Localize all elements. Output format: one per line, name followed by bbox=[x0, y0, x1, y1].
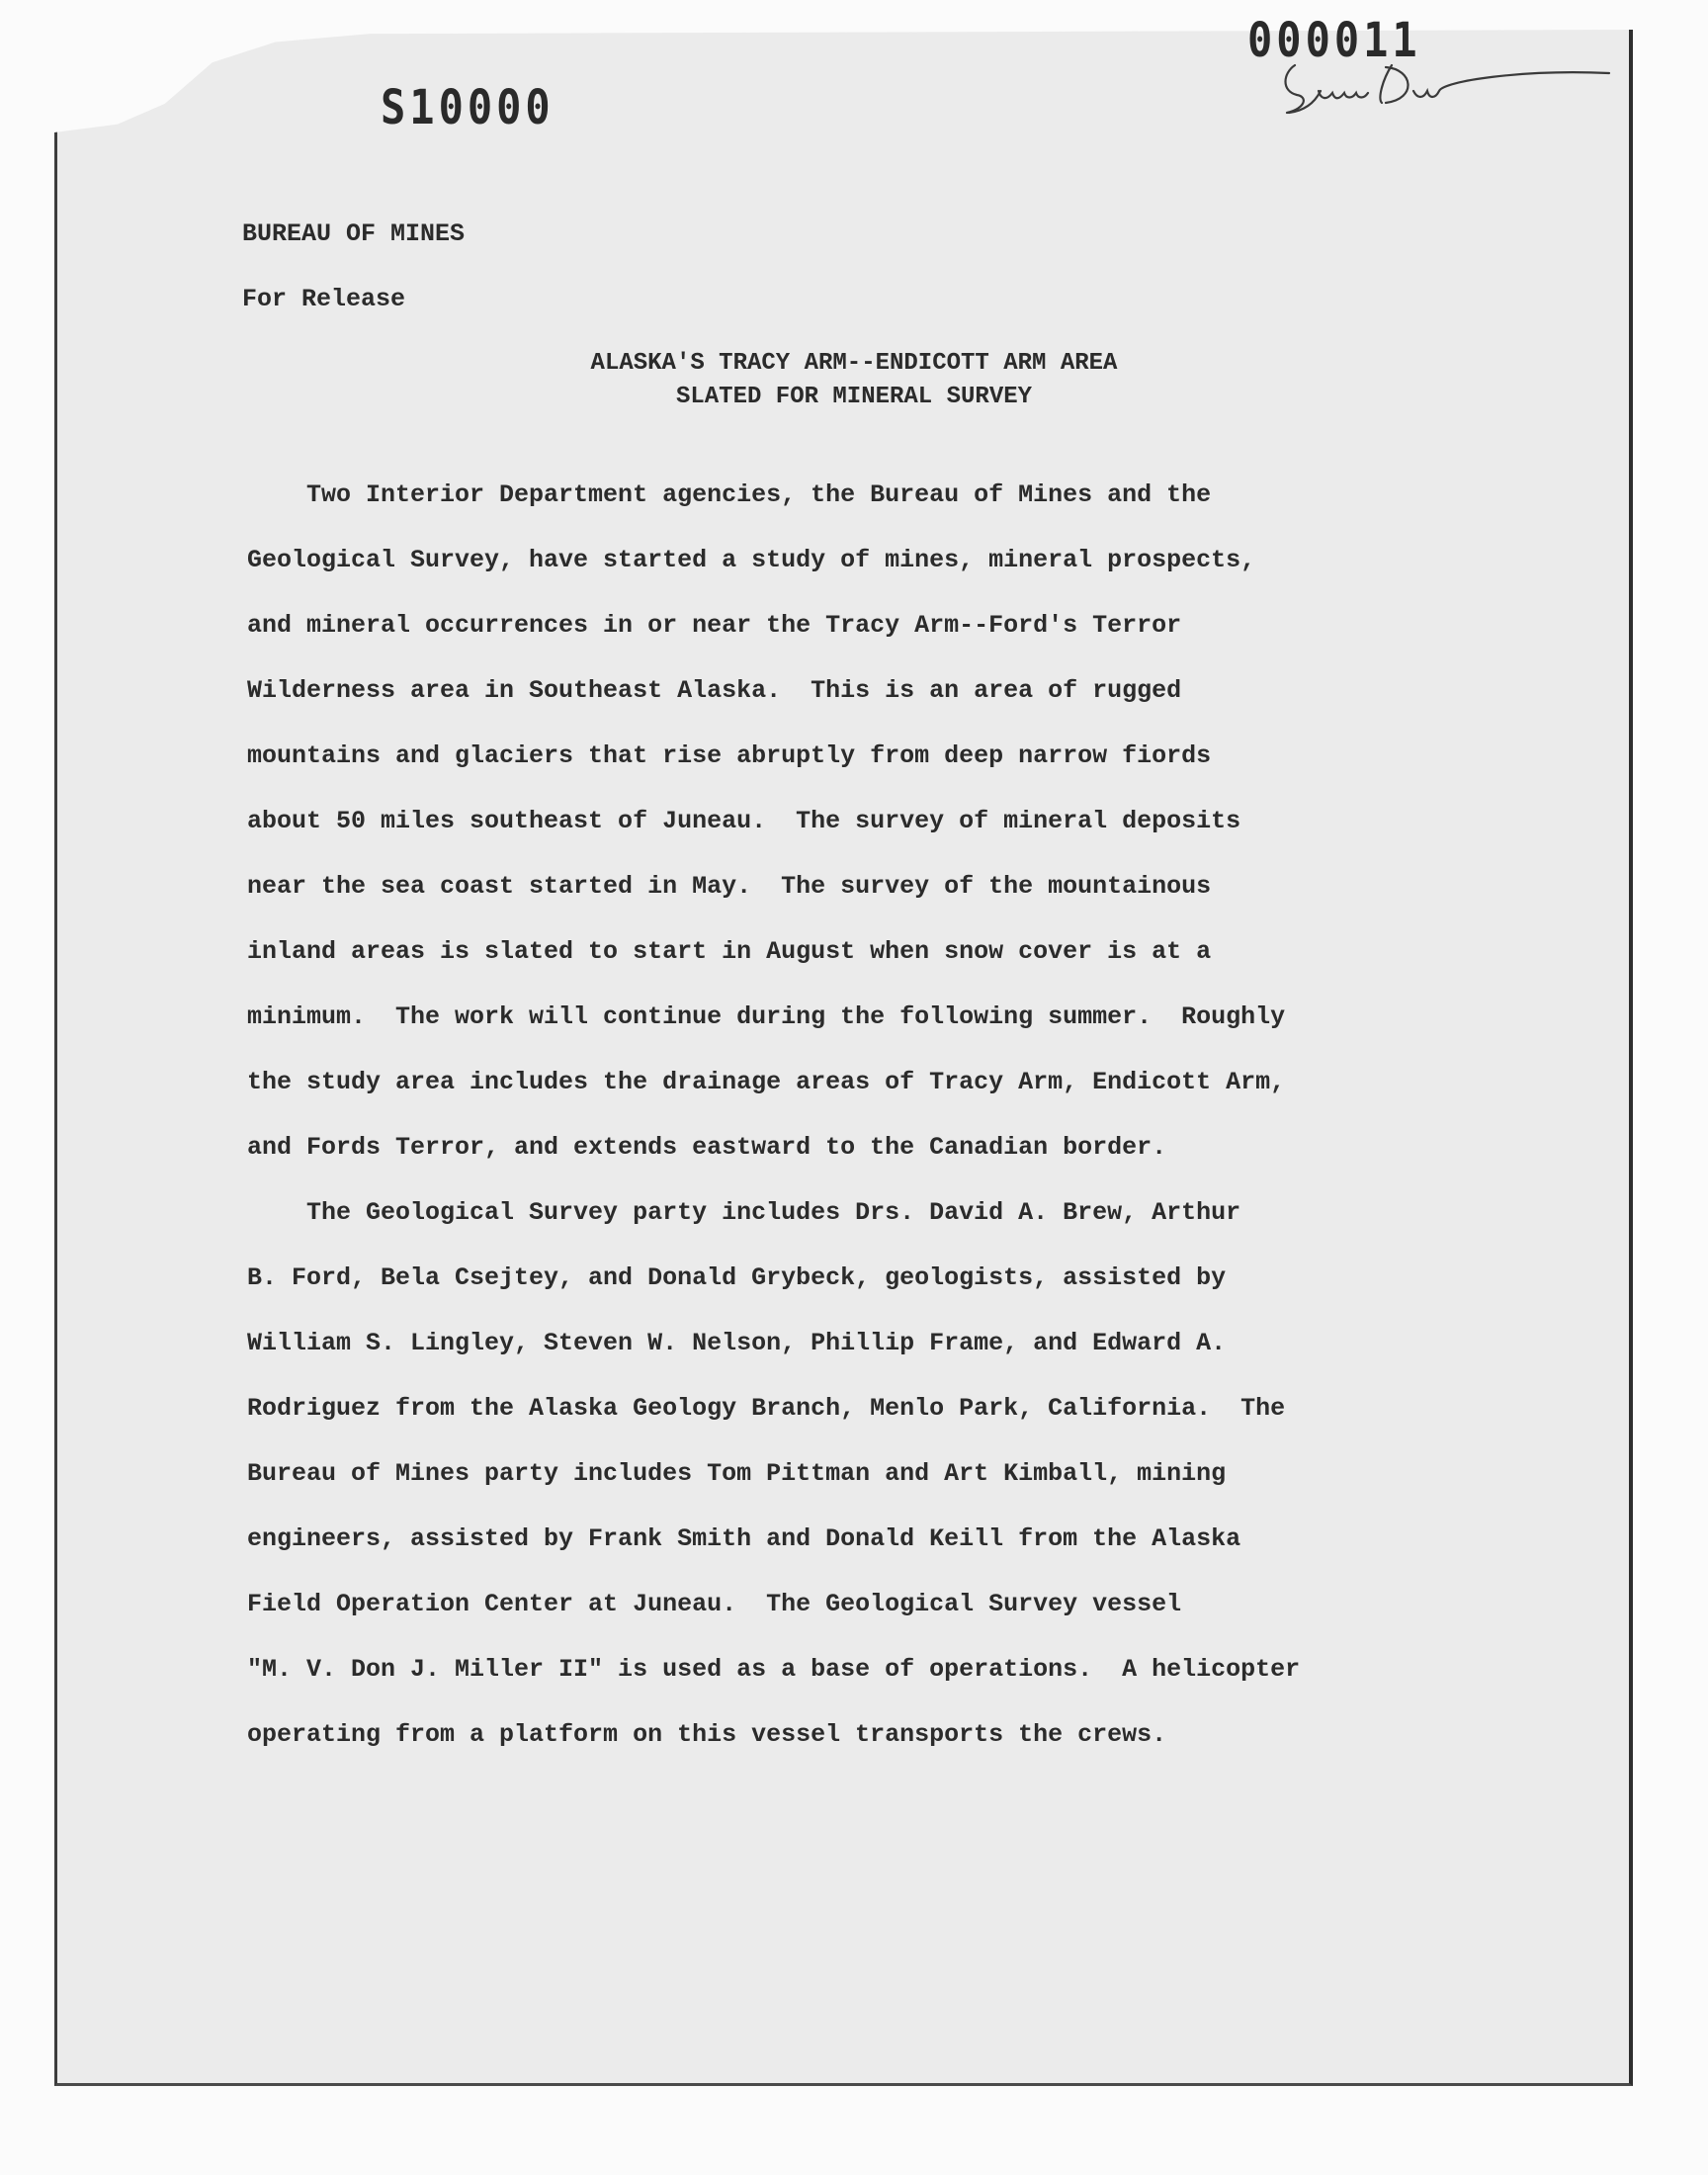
body-line: Two Interior Department agencies, the Bureau of Mines and the bbox=[247, 480, 1212, 509]
body-line: William S. Lingley, Steven W. Nelson, Phillip Frame, and Edward A. bbox=[247, 1329, 1227, 1357]
body-line: and mineral occurrences in or near the Tracy Arm--Ford's Terror bbox=[247, 611, 1182, 640]
body-line: Wilderness area in Southeast Alaska. This is an area of rugged bbox=[247, 676, 1182, 705]
body-line: about 50 miles southeast of Juneau. The survey of mineral deposits bbox=[247, 807, 1241, 835]
body-line: Bureau of Mines party includes Tom Pittman and Art Kimball, mining bbox=[247, 1459, 1227, 1488]
body-line: inland areas is slated to start in August when snow cover is at a bbox=[247, 937, 1212, 966]
body-line: operating from a platform on this vessel transports the crews. bbox=[247, 1720, 1167, 1749]
title-line-1: ALASKA'S TRACY ARM--ENDICOTT ARM AREA bbox=[590, 350, 1118, 377]
body-line: B. Ford, Bela Csejtey, and Donald Grybeck, geologists, assisted by bbox=[247, 1263, 1227, 1292]
title-line-2: SLATED FOR MINERAL SURVEY bbox=[675, 384, 1033, 410]
body-line: Geological Survey, have started a study of mines, mineral prospects, bbox=[247, 546, 1256, 574]
body-line: Field Operation Center at Juneau. The Geological Survey vessel bbox=[247, 1590, 1182, 1618]
page-number-stamp-right: 000011 bbox=[1247, 12, 1421, 68]
body-line: the study area includes the drainage areas of Tracy Arm, Endicott Arm, bbox=[247, 1068, 1286, 1096]
body-line: near the sea coast started in May. The survey of the mountainous bbox=[247, 872, 1212, 901]
body-line: "M. V. Don J. Miller II" is used as a base of operations. A helicopter bbox=[247, 1655, 1301, 1684]
body-line: mountains and glaciers that rise abruptly from deep narrow fiords bbox=[247, 741, 1212, 770]
agency-name: BUREAU OF MINES bbox=[242, 219, 466, 248]
handwritten-signature bbox=[1275, 51, 1611, 121]
body-line: engineers, assisted by Frank Smith and Donald Keill from the Alaska bbox=[247, 1524, 1241, 1553]
body-line: and Fords Terror, and extends eastward to the Canadian border. bbox=[247, 1133, 1167, 1162]
body-line: Rodriguez from the Alaska Geology Branch, Menlo Park, California. The bbox=[247, 1394, 1286, 1423]
page-number-stamp-left: S10000 bbox=[381, 79, 555, 135]
document-page bbox=[54, 30, 1633, 2086]
body-line: minimum. The work will continue during the following summer. Roughly bbox=[247, 1002, 1286, 1031]
body-line: The Geological Survey party includes Drs. David A. Brew, Arthur bbox=[247, 1198, 1241, 1227]
release-note: For Release bbox=[242, 285, 406, 313]
